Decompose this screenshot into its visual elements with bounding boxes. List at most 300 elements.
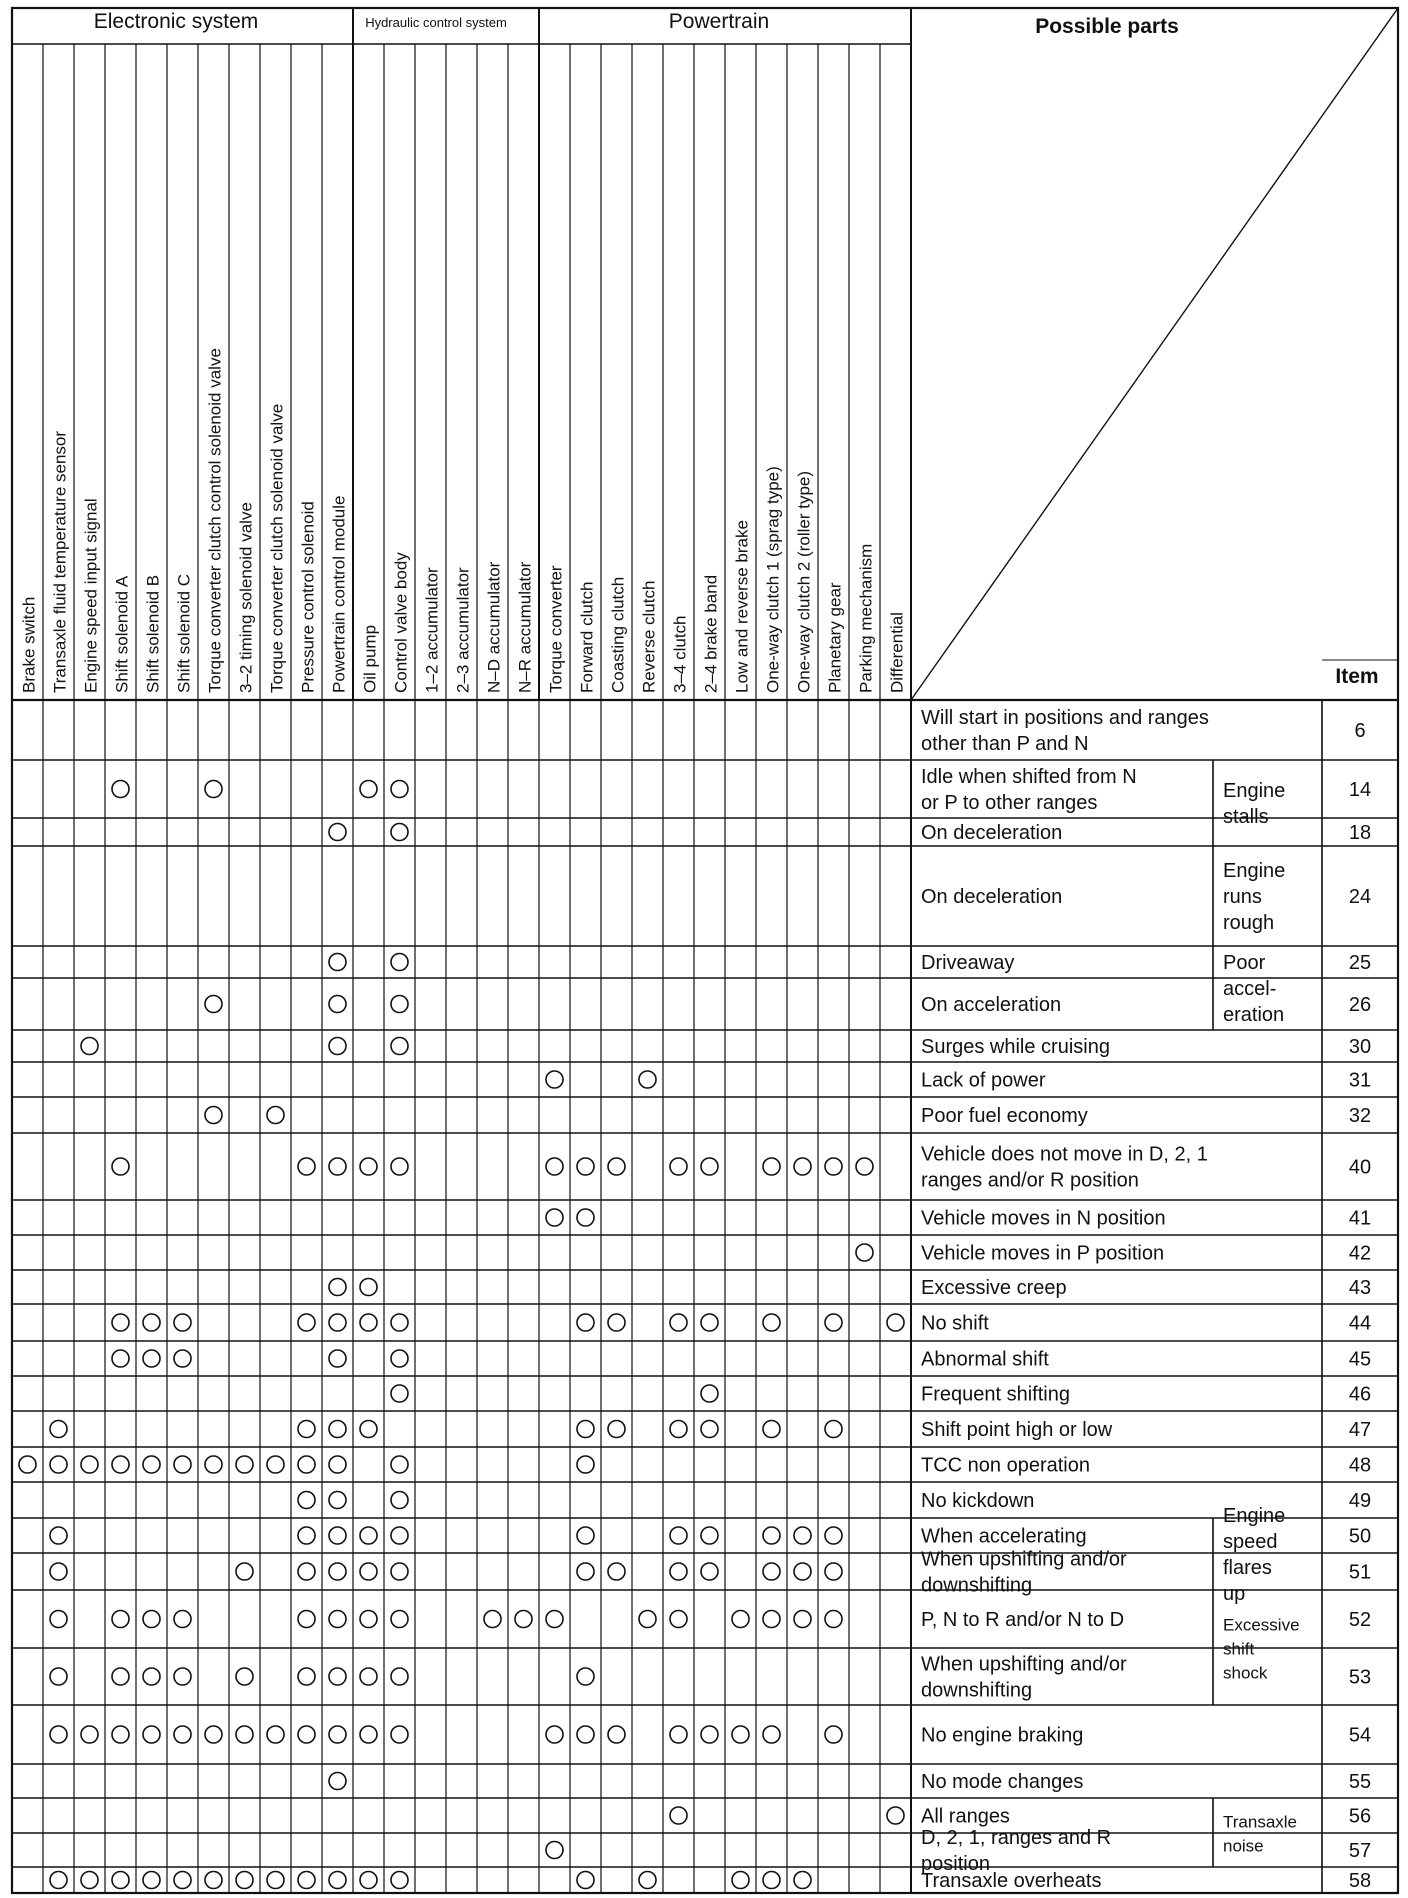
- possible-cause-mark: [391, 1563, 408, 1580]
- possible-cause-mark: [391, 1611, 408, 1628]
- symptom-text: Driveaway: [921, 952, 1015, 974]
- item-number: 24: [1348, 886, 1372, 908]
- possible-cause-mark: [546, 1071, 563, 1088]
- table-row: [112, 1349, 1371, 1371]
- possible-cause-mark: [577, 1527, 594, 1544]
- possible-cause-mark: [670, 1807, 687, 1824]
- item-number: 55: [1348, 1771, 1372, 1793]
- part-column-label: Control valve body: [391, 552, 411, 693]
- item-number: 50: [1348, 1525, 1372, 1548]
- possible-cause-mark: [546, 1842, 563, 1859]
- symptom-group-label: Engine runs rough: [1223, 860, 1286, 934]
- possible-cause-mark: [701, 1314, 718, 1331]
- header-diagonal: [911, 8, 1398, 700]
- possible-cause-mark: [298, 1456, 315, 1473]
- possible-cause-mark: [825, 1563, 842, 1580]
- symptom-text: Excessive creep: [921, 1277, 1067, 1299]
- possible-cause-mark: [763, 1527, 780, 1544]
- part-column-label: Shift solenoid A: [112, 575, 132, 693]
- possible-cause-mark: [763, 1421, 780, 1438]
- table-row: [921, 707, 1366, 755]
- symptom-text: Vehicle moves in N position: [921, 1207, 1166, 1230]
- possible-cause-mark: [329, 1726, 346, 1743]
- possible-cause-mark: [577, 1726, 594, 1743]
- item-number: 44: [1348, 1312, 1372, 1335]
- possible-cause-mark: [577, 1563, 594, 1580]
- table-row: [546, 1208, 1371, 1230]
- possible-cause-mark: [608, 1726, 625, 1743]
- symptom-group-label: Poor accel-eration: [1223, 952, 1285, 1026]
- possible-cause-mark: [763, 1563, 780, 1580]
- possible-cause-mark: [670, 1563, 687, 1580]
- possible-cause-mark: [391, 1456, 408, 1473]
- possible-cause-mark: [887, 1314, 904, 1331]
- possible-cause-mark: [329, 1279, 346, 1296]
- part-column-label: Transaxle fluid temperature sensor: [50, 430, 70, 693]
- item-number: 46: [1348, 1383, 1372, 1406]
- possible-cause-mark: [391, 1872, 408, 1889]
- part-column-label: Pressure control solenoid: [298, 501, 318, 693]
- table-row: [921, 886, 1371, 908]
- possible-cause-mark: [391, 824, 408, 841]
- table-row: [112, 1144, 1371, 1192]
- symptom-text: Vehicle moves in P position: [921, 1242, 1165, 1265]
- possible-cause-mark: [639, 1071, 656, 1088]
- item-number: 18: [1348, 822, 1372, 844]
- possible-cause-mark: [763, 1314, 780, 1331]
- possible-cause-mark: [794, 1563, 811, 1580]
- table-row: [50, 1526, 1371, 1548]
- possible-cause-mark: [360, 1726, 377, 1743]
- symptom-text: All ranges: [921, 1805, 1010, 1828]
- table-row: [81, 1036, 1371, 1058]
- symptom-text: Will start in positions and ranges other than P and N: [921, 707, 1209, 755]
- possible-cause-mark: [267, 1726, 284, 1743]
- possible-cause-mark: [174, 1872, 191, 1889]
- possible-cause-mark: [608, 1158, 625, 1175]
- table-row: [19, 1455, 1371, 1477]
- item-number: 26: [1348, 994, 1372, 1016]
- table-frame: [12, 8, 1398, 1893]
- possible-cause-mark: [763, 1158, 780, 1175]
- possible-cause-mark: [546, 1611, 563, 1628]
- possible-cause-mark: [298, 1611, 315, 1628]
- possible-cause-mark: [360, 1563, 377, 1580]
- possible-cause-mark: [298, 1492, 315, 1509]
- possible-cause-mark: [763, 1726, 780, 1743]
- possible-cause-mark: [856, 1158, 873, 1175]
- possible-cause-mark: [329, 1038, 346, 1055]
- item-number: 45: [1348, 1348, 1372, 1371]
- part-column-label: 2–4 brake band: [701, 574, 721, 693]
- possible-cause-mark: [391, 1350, 408, 1367]
- possible-cause-mark: [329, 1421, 346, 1438]
- possible-cause-mark: [391, 1726, 408, 1743]
- possible-cause-mark: [50, 1611, 67, 1628]
- part-column-label: Torque converter: [546, 565, 566, 693]
- possible-cause-mark: [205, 781, 222, 798]
- possible-cause-mark: [794, 1158, 811, 1175]
- part-column-label: Differential: [887, 612, 907, 693]
- part-column-label: Parking mechanism: [856, 543, 876, 693]
- possible-cause-mark: [329, 996, 346, 1013]
- possible-cause-mark: [670, 1421, 687, 1438]
- symptom-text: No kickdown: [921, 1490, 1035, 1512]
- possible-cause-mark: [360, 1668, 377, 1685]
- possible-cause-mark: [701, 1726, 718, 1743]
- symptom-text: Frequent shifting: [921, 1383, 1070, 1406]
- symptom-text: P, N to R and/or N to D: [921, 1609, 1125, 1631]
- possible-cause-mark: [577, 1158, 594, 1175]
- possible-cause-mark: [794, 1611, 811, 1628]
- possible-cause-mark: [174, 1456, 191, 1473]
- table-row: [205, 994, 1371, 1016]
- possible-cause-mark: [360, 1421, 377, 1438]
- symptom-text: On deceleration: [921, 886, 1063, 908]
- table-row: [391, 1384, 1371, 1406]
- symptom-text: TCC non operation: [921, 1454, 1090, 1477]
- possible-cause-mark: [298, 1726, 315, 1743]
- table-row: [856, 1243, 1371, 1265]
- item-number: 42: [1348, 1242, 1372, 1265]
- symptom-text: D, 2, 1, ranges and R position: [921, 1827, 1112, 1875]
- item-number: 40: [1348, 1156, 1372, 1179]
- group-label-hydraulic-control-system: Hydraulic control system: [365, 15, 507, 30]
- table-row: [50, 1870, 1371, 1892]
- possible-cause-mark: [515, 1611, 532, 1628]
- possible-cause-mark: [329, 1563, 346, 1580]
- possible-cause-mark: [19, 1456, 36, 1473]
- table-row: [50, 1725, 1371, 1747]
- group-label-electronic-system: Electronic system: [93, 10, 259, 33]
- possible-cause-mark: [360, 1314, 377, 1331]
- table-row: [329, 1771, 1371, 1793]
- possible-cause-mark: [484, 1611, 501, 1628]
- possible-cause-mark: [174, 1611, 191, 1628]
- part-column-label: 3–4 clutch: [670, 615, 690, 693]
- possible-cause-mark: [360, 1872, 377, 1889]
- possible-cause-mark: [732, 1611, 749, 1628]
- part-column-label: Powertrain control module: [329, 495, 349, 693]
- possible-cause-mark: [143, 1668, 160, 1685]
- possible-cause-mark: [701, 1158, 718, 1175]
- possible-cause-mark: [391, 1385, 408, 1402]
- possible-cause-mark: [50, 1872, 67, 1889]
- possible-cause-mark: [670, 1726, 687, 1743]
- possible-cause-mark: [81, 1726, 98, 1743]
- symptom-text: Shift point high or low: [921, 1419, 1113, 1441]
- possible-cause-mark: [112, 1456, 129, 1473]
- symptom-text: No shift: [921, 1312, 989, 1335]
- possible-cause-mark: [112, 1611, 129, 1628]
- possible-cause-mark: [329, 1314, 346, 1331]
- table-row: [50, 1654, 1371, 1702]
- possible-cause-mark: [825, 1421, 842, 1438]
- possible-cause-mark: [205, 1872, 222, 1889]
- possible-parts-label: Possible parts: [1035, 15, 1179, 38]
- table-row: [329, 952, 1371, 974]
- possible-cause-mark: [794, 1527, 811, 1544]
- part-column-label: N–D accumulator: [484, 561, 504, 693]
- table-row: [112, 766, 1371, 814]
- possible-cause-mark: [732, 1726, 749, 1743]
- part-column-label: Forward clutch: [577, 581, 597, 693]
- part-column-label: Low and reverse brake: [732, 520, 752, 693]
- possible-cause-mark: [360, 1279, 377, 1296]
- item-number: 14: [1348, 779, 1372, 801]
- possible-cause-mark: [143, 1314, 160, 1331]
- possible-cause-mark: [360, 1611, 377, 1628]
- possible-cause-mark: [391, 1038, 408, 1055]
- possible-cause-mark: [391, 1314, 408, 1331]
- possible-cause-mark: [298, 1421, 315, 1438]
- symptom-group-label: Excessive shift shock: [1223, 1615, 1300, 1683]
- possible-cause-mark: [763, 1872, 780, 1889]
- possible-cause-mark: [236, 1872, 253, 1889]
- possible-cause-mark: [174, 1314, 191, 1331]
- possible-cause-mark: [143, 1872, 160, 1889]
- symptom-text: When accelerating: [921, 1525, 1087, 1548]
- possible-cause-mark: [732, 1872, 749, 1889]
- possible-cause-mark: [236, 1668, 253, 1685]
- item-number: 47: [1348, 1419, 1372, 1441]
- possible-cause-mark: [608, 1421, 625, 1438]
- possible-cause-mark: [825, 1527, 842, 1544]
- possible-cause-mark: [174, 1726, 191, 1743]
- possible-cause-mark: [391, 996, 408, 1013]
- possible-cause-mark: [794, 1872, 811, 1889]
- possible-cause-mark: [298, 1563, 315, 1580]
- possible-cause-mark: [298, 1668, 315, 1685]
- possible-cause-mark: [329, 1668, 346, 1685]
- item-number: 52: [1348, 1609, 1372, 1631]
- symptom-group-label: Engine speed flares up: [1223, 1505, 1286, 1605]
- part-column-labels: [20, 348, 907, 693]
- possible-cause-mark: [546, 1209, 563, 1226]
- possible-cause-mark: [546, 1158, 563, 1175]
- part-column-label: Engine speed input signal: [81, 498, 101, 693]
- possible-cause-mark: [391, 781, 408, 798]
- part-column-label: Coasting clutch: [608, 576, 628, 693]
- possible-cause-mark: [670, 1158, 687, 1175]
- symptom-text: Abnormal shift: [921, 1348, 1049, 1371]
- item-number: 49: [1348, 1490, 1372, 1512]
- possible-cause-mark: [701, 1421, 718, 1438]
- possible-cause-mark: [50, 1527, 67, 1544]
- possible-cause-mark: [112, 1158, 129, 1175]
- possible-cause-mark: [112, 1350, 129, 1367]
- possible-cause-mark: [298, 1158, 315, 1175]
- possible-cause-mark: [763, 1611, 780, 1628]
- possible-cause-mark: [174, 1350, 191, 1367]
- possible-cause-mark: [391, 1492, 408, 1509]
- possible-cause-mark: [143, 1350, 160, 1367]
- symptom-text: No engine braking: [921, 1724, 1084, 1747]
- possible-cause-mark: [50, 1563, 67, 1580]
- possible-cause-mark: [329, 1158, 346, 1175]
- symptom-text: When upshifting and/or downshifting: [921, 1653, 1127, 1702]
- possible-cause-mark: [298, 1872, 315, 1889]
- possible-cause-mark: [236, 1456, 253, 1473]
- possible-cause-mark: [174, 1668, 191, 1685]
- part-column-label: Torque converter clutch solenoid valve: [267, 403, 287, 693]
- possible-cause-mark: [639, 1611, 656, 1628]
- possible-cause-mark: [577, 1668, 594, 1685]
- possible-cause-mark: [670, 1611, 687, 1628]
- possible-cause-mark: [391, 1527, 408, 1544]
- possible-cause-mark: [856, 1244, 873, 1261]
- group-label-powertrain: Powertrain: [668, 10, 770, 33]
- item-number: 48: [1348, 1454, 1372, 1477]
- possible-cause-mark: [267, 1456, 284, 1473]
- table-row: [50, 1609, 1371, 1631]
- item-number: 56: [1348, 1805, 1372, 1828]
- symptom-text: Surges while cruising: [921, 1036, 1110, 1058]
- item-number: 6: [1354, 720, 1366, 742]
- possible-cause-mark: [329, 1492, 346, 1509]
- table-row: [50, 1419, 1371, 1441]
- item-number: 53: [1348, 1666, 1372, 1689]
- possible-cause-mark: [50, 1668, 67, 1685]
- possible-cause-mark: [701, 1563, 718, 1580]
- possible-cause-mark: [143, 1611, 160, 1628]
- item-number: 51: [1348, 1561, 1372, 1584]
- item-number: 58: [1348, 1870, 1372, 1892]
- possible-cause-mark: [360, 781, 377, 798]
- possible-cause-mark: [205, 996, 222, 1013]
- possible-cause-mark: [143, 1456, 160, 1473]
- table-row: [205, 1105, 1371, 1127]
- part-column-label: N–R accumulator: [515, 561, 535, 693]
- possible-cause-mark: [391, 954, 408, 971]
- possible-cause-mark: [577, 1209, 594, 1226]
- possible-cause-mark: [236, 1563, 253, 1580]
- item-number: 31: [1348, 1069, 1372, 1092]
- possible-cause-mark: [329, 954, 346, 971]
- item-number: 25: [1348, 952, 1372, 974]
- symptom-text: On deceleration: [921, 822, 1063, 844]
- part-column-label: 2–3 accumulator: [453, 567, 473, 693]
- possible-cause-mark: [112, 1726, 129, 1743]
- item-number: 30: [1348, 1036, 1372, 1058]
- possible-cause-mark: [236, 1726, 253, 1743]
- possible-cause-mark: [112, 1668, 129, 1685]
- possible-cause-mark: [50, 1421, 67, 1438]
- symptom-text: No mode changes: [921, 1771, 1084, 1793]
- possible-cause-mark: [329, 1611, 346, 1628]
- item-number: 41: [1348, 1207, 1372, 1230]
- part-column-label: Shift solenoid B: [143, 574, 163, 693]
- possible-cause-mark: [701, 1385, 718, 1402]
- part-column-label: One-way clutch 1 (sprag type): [763, 466, 783, 693]
- table-row: [329, 822, 1371, 844]
- possible-cause-mark: [825, 1314, 842, 1331]
- symptom-text: Lack of power: [921, 1069, 1046, 1092]
- possible-cause-mark: [577, 1314, 594, 1331]
- possible-cause-mark: [391, 1668, 408, 1685]
- symptom-text: Transaxle overheats: [921, 1870, 1102, 1892]
- chart-body: [19, 707, 1371, 1892]
- possible-cause-mark: [205, 1726, 222, 1743]
- possible-cause-mark: [608, 1314, 625, 1331]
- grid-lines: [12, 8, 1398, 1893]
- possible-cause-mark: [112, 781, 129, 798]
- possible-cause-mark: [825, 1158, 842, 1175]
- possible-cause-mark: [825, 1611, 842, 1628]
- symptom-text: Idle when shifted from N or P to other ranges: [921, 766, 1137, 814]
- possible-cause-mark: [577, 1421, 594, 1438]
- part-column-label: 3–2 timing solenoid valve: [236, 502, 256, 693]
- table-row: [329, 1277, 1371, 1299]
- possible-cause-mark: [112, 1314, 129, 1331]
- possible-cause-mark: [329, 1872, 346, 1889]
- possible-cause-mark: [639, 1872, 656, 1889]
- possible-cause-mark: [825, 1726, 842, 1743]
- possible-cause-mark: [577, 1456, 594, 1473]
- table-row: [546, 1070, 1371, 1092]
- possible-cause-mark: [701, 1527, 718, 1544]
- part-column-label: Planetary gear: [825, 582, 845, 693]
- possible-cause-mark: [360, 1158, 377, 1175]
- item-column-label: Item: [1335, 665, 1379, 688]
- symptom-text: Vehicle does not move in D, 2, 1 ranges and/or R position: [921, 1143, 1208, 1192]
- table-row: [298, 1490, 1371, 1512]
- possible-cause-mark: [577, 1872, 594, 1889]
- item-number: 32: [1348, 1105, 1372, 1127]
- possible-cause-mark: [329, 1527, 346, 1544]
- table-row: [112, 1313, 1371, 1335]
- possible-cause-mark: [112, 1872, 129, 1889]
- symptom-text: When upshifting and/or downshifting: [921, 1548, 1127, 1597]
- part-column-label: Brake switch: [19, 596, 39, 693]
- possible-cause-mark: [205, 1456, 222, 1473]
- possible-cause-mark: [143, 1726, 160, 1743]
- possible-cause-mark: [391, 1158, 408, 1175]
- possible-cause-mark: [329, 1350, 346, 1367]
- possible-cause-mark: [329, 1773, 346, 1790]
- part-column-label: Torque converter clutch control solenoid valve: [205, 348, 225, 693]
- possible-cause-mark: [50, 1456, 67, 1473]
- possible-cause-mark: [205, 1107, 222, 1124]
- item-number: 54: [1348, 1724, 1372, 1747]
- possible-cause-mark: [50, 1726, 67, 1743]
- symptom-text: Poor fuel economy: [921, 1105, 1088, 1127]
- possible-cause-mark: [81, 1038, 98, 1055]
- possible-cause-mark: [267, 1872, 284, 1889]
- possible-cause-mark: [298, 1527, 315, 1544]
- possible-cause-mark: [608, 1563, 625, 1580]
- part-column-label: Shift solenoid C: [174, 573, 194, 693]
- symptom-text: On acceleration: [921, 994, 1062, 1016]
- item-number: 43: [1348, 1277, 1372, 1299]
- item-number: 57: [1348, 1840, 1372, 1862]
- part-column-label: Reverse clutch: [639, 580, 659, 693]
- possible-cause-mark: [360, 1527, 377, 1544]
- possible-cause-mark: [267, 1107, 284, 1124]
- part-column-label: 1–2 accumulator: [422, 567, 442, 693]
- part-column-label: One-way clutch 2 (roller type): [794, 470, 814, 693]
- possible-cause-mark: [81, 1872, 98, 1889]
- possible-cause-mark: [81, 1456, 98, 1473]
- possible-cause-mark: [887, 1807, 904, 1824]
- possible-cause-mark: [298, 1314, 315, 1331]
- symptom-group-label: Transaxle noise: [1223, 1812, 1298, 1856]
- possible-cause-mark: [546, 1726, 563, 1743]
- part-column-label: Oil pump: [360, 624, 380, 693]
- possible-cause-mark: [670, 1527, 687, 1544]
- possible-cause-mark: [329, 1456, 346, 1473]
- possible-cause-mark: [329, 824, 346, 841]
